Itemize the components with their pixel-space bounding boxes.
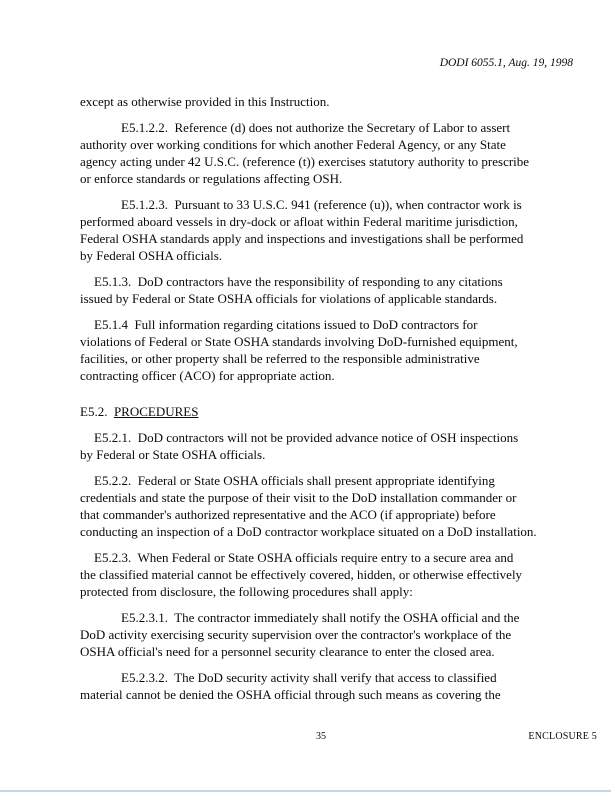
text-line: authority over working conditions for which another Federal Agency, or any State: [80, 137, 506, 152]
text-line: E5.2.3.2. The DoD security activity shall verify that access to classified: [121, 670, 497, 685]
text-line: DoD activity exercising security supervision over the contractor's workplace of the: [80, 627, 512, 642]
text-line: protected from disclosure, the following procedures shall apply:: [80, 584, 413, 599]
text-line: material cannot be denied the OSHA official through such means as covering the: [80, 687, 501, 702]
text-line: E5.2.3.1. The contractor immediately shall notify the OSHA official and the: [121, 610, 520, 625]
text-line: E5.2.3. When Federal or State OSHA officials require entry to a secure area and: [94, 550, 514, 565]
text-line: performed aboard vessels in dry-dock or afloat within Federal maritime jurisdiction,: [80, 214, 518, 229]
text-line: E5.1.2.3. Pursuant to 33 U.S.C. 941 (reference (u)), when contractor work is: [121, 197, 522, 212]
text-line: except as otherwise provided in this Instruction.: [80, 94, 330, 109]
text-line: E5.2.1. DoD contractors will not be provided advance notice of OSH inspections: [94, 430, 519, 445]
para-E5-1-4: [80, 316, 595, 384]
document-footer: [0, 731, 611, 745]
document-header-ref: DODI 6055.1, Aug. 19, 1998: [439, 57, 573, 69]
text-line: violations of Federal or State OSHA standards involving DoD-furnished equipment,: [80, 334, 518, 349]
text-line: E5.1.4 Full information regarding citations issued to DoD contractors for: [94, 317, 478, 332]
text-line: Federal OSHA standards apply and inspections and investigations shall be performed: [80, 231, 524, 246]
text-line: facilities, or other property shall be referred to the responsible administrative: [80, 351, 480, 366]
document-body: [80, 93, 595, 703]
para-E5-2-1: [80, 429, 595, 463]
text-line: credentials and state the purpose of their visit to the DoD installation commander or: [80, 490, 517, 505]
text-line: agency acting under 42 U.S.C. (reference (t)) exercises statutory authority to prescribe: [80, 154, 530, 169]
para-E5-2-2: [80, 472, 595, 540]
text-line: E5.1.3. DoD contractors have the responsibility of responding to any citations: [94, 274, 503, 289]
section-number: E5.2.: [80, 404, 108, 419]
text-line: by Federal OSHA officials.: [80, 248, 223, 263]
text-line: the classified material cannot be effectively covered, hidden, or otherwise effectively: [80, 567, 523, 582]
text-line: by Federal or State OSHA officials.: [80, 447, 266, 462]
para-E5-2-3: [80, 549, 595, 600]
enclosure-label: ENCLOSURE 5: [528, 731, 597, 742]
para-E5-1-2-3: [80, 196, 595, 264]
para-continuation: [80, 93, 595, 110]
para-E5-1-2-2: [80, 119, 595, 187]
page-number: 35: [316, 731, 326, 742]
text-line: E5.2.2. Federal or State OSHA officials shall present appropriate identifying: [94, 473, 495, 488]
para-E5-2-3-1: [80, 609, 595, 660]
heading-E5-2: [80, 403, 595, 420]
text-line: conducting an inspection of a DoD contractor workplace situated on a DoD installation.: [80, 524, 537, 539]
section-title: PROCEDURES: [113, 404, 199, 419]
para-E5-1-3: [80, 273, 595, 307]
section-heading: [80, 403, 595, 420]
text-line: issued by Federal or State OSHA officials for violations of applicable standards.: [80, 291, 498, 306]
text-line: OSHA official's need for a personnel security clearance to enter the closed area.: [80, 644, 495, 659]
text-line: or enforce standards or regulations affecting OSH.: [80, 171, 343, 186]
para-E5-2-3-2: [80, 669, 595, 703]
text-line: E5.1.2.2. Reference (d) does not authorize the Secretary of Labor to assert: [121, 120, 511, 135]
text-line: that commander's authorized representative and the ACO (if appropriate) before: [80, 507, 496, 522]
text-line: contracting officer (ACO) for appropriate action.: [80, 368, 335, 383]
